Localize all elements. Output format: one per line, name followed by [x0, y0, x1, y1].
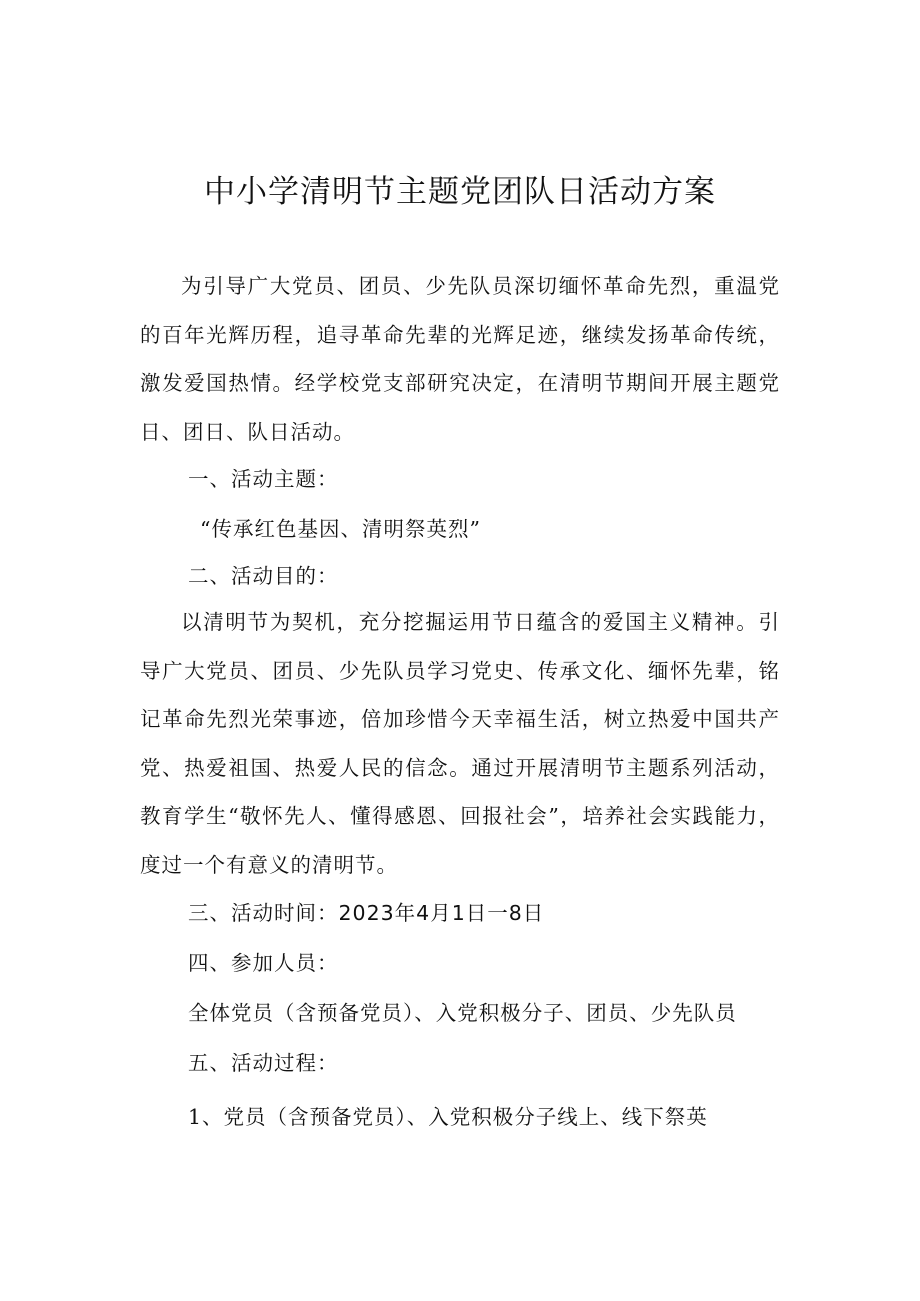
- section-2-paragraph: 以清明节为契机，充分挖掘运用节日蕴含的爱国主义精神。引导广大党员、团员、少先队员学习党史、传承文化、缅怀先辈，铭记革命先烈光荣事迹，倍加珍惜今天幸福生活，树立热爱中国共产党、热爱祖国、热爱人民的信念。通过开展清明节主题系列活动，教育学生“敬怀先人、懂得感恩、回报社会”，培养社会实践能力，度过一个有意义的清明节。: [140, 610, 780, 877]
- section-4-heading: 四、参加人员：: [188, 951, 339, 975]
- section-4-participants: 全体党员（含预备党员）、入党积极分子、团员、少先队员: [188, 1001, 737, 1025]
- section-1-theme: “传承红色基因、清明祭英烈”: [200, 517, 481, 541]
- section-3-heading: 三、活动时间：2023年4月1日一8日: [188, 901, 545, 925]
- document-title: 中小学清明节主题党团队日活动方案: [204, 174, 716, 210]
- section-5-item-1: 1、党员（含预备党员）、入党积极分子线上、线下祭英: [188, 1105, 708, 1129]
- section-5-heading: 五、活动过程：: [188, 1051, 339, 1075]
- section-2-heading: 二、活动目的：: [188, 564, 339, 588]
- section-1-heading: 一、活动主题：: [188, 467, 339, 491]
- intro-paragraph: 为引导广大党员、团员、少先队员深切缅怀革命先烈，重温党的百年光辉历程，追寻革命先辈的光辉足迹，继续发扬革命传统，激发爱国热情。经学校党支部研究决定，在清明节期间开展主题党日、团日、队日活动。: [140, 274, 780, 444]
